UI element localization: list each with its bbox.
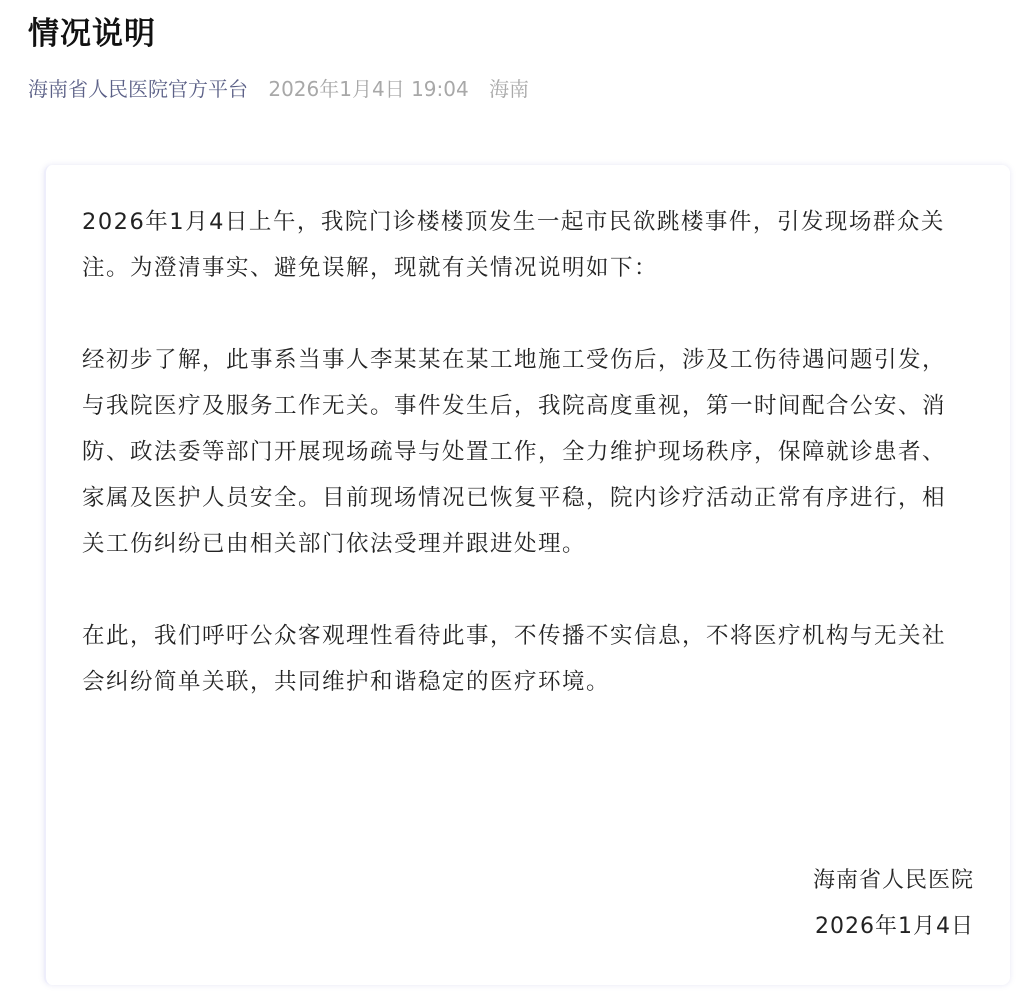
publish-datetime: 2026年1月4日 19:04 [268, 77, 469, 101]
statement-card [44, 165, 1010, 985]
text-line: 2026年1月4日上午，我院门诊楼楼顶发生一起市民欲跳楼事件，引发现场群众关 [82, 209, 945, 235]
text-line: 关工伤纠纷已由相关部门依法受理并跟进处理。 [82, 531, 587, 557]
text-line: 防、政法委等部门开展现场疏导与处置工作，全力维护现场秩序，保障就诊患者、 [82, 439, 947, 465]
text-line: 与我院医疗及服务工作无关。事件发生后，我院高度重视，第一时间配合公安、消 [82, 393, 947, 419]
paragraph-1 [82, 199, 982, 291]
text-line: 家属及医护人员安全。目前现场情况已恢复平稳，院内诊疗活动正常有序进行，相 [82, 485, 947, 511]
text-line: 会纠纷简单关联，共同维护和谐稳定的医疗环境。 [82, 669, 611, 695]
page-title: 情况说明 [28, 16, 156, 52]
paragraph-2 [82, 337, 982, 567]
statement-body [82, 199, 982, 751]
signature-org: 海南省人民医院 [812, 868, 974, 893]
text-line: 经初步了解，此事系当事人李某某在某工地施工受伤后，涉及工伤待遇问题引发， [82, 347, 947, 373]
text-line: 在此，我们呼吁公众客观理性看待此事，不传播不实信息，不将医疗机构与无关社 [82, 623, 947, 649]
signature-date: 2026年1月4日 [815, 914, 974, 939]
text-line: 注。为澄清事实、避免误解，现就有关情况说明如下： [82, 255, 659, 281]
signature [813, 858, 974, 950]
paragraph-3 [82, 613, 982, 705]
article-meta [28, 73, 529, 102]
publish-location: 海南 [489, 77, 530, 101]
author-link[interactable]: 海南省人民医院官方平台 [28, 77, 248, 101]
